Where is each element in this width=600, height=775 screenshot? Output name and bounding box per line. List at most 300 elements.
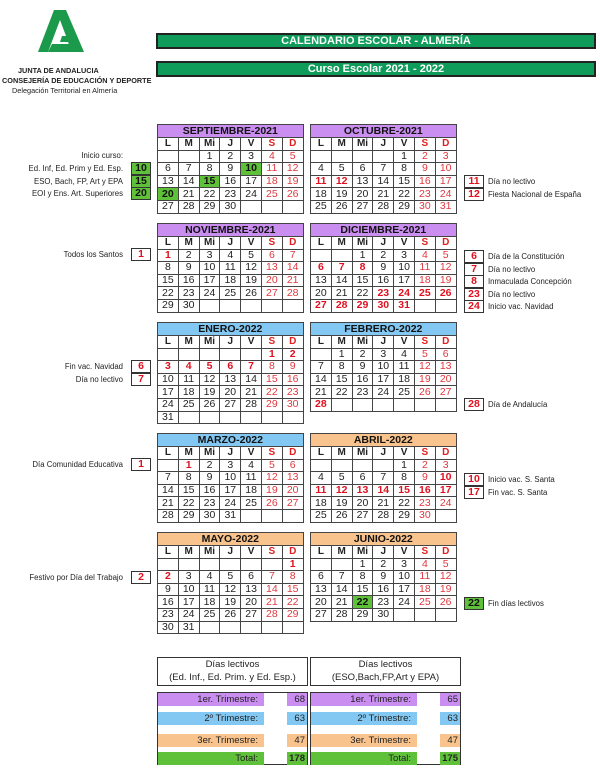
day-cell: 17 [178,596,199,609]
weekday-header: Mi [352,138,373,151]
day-cell: 12 [241,262,262,275]
day-cell: 4 [199,571,220,584]
day-cell: 16 [282,373,303,386]
note-label: Inicio vac. Navidad [488,302,554,312]
note-label: Ed. Inf, Ed. Prim y Ed. Esp. [28,164,123,173]
day-cell: 3 [241,150,262,163]
day-cell: 20 [241,596,262,609]
weekday-header: S [261,546,282,559]
day-cell: 15 [352,274,373,287]
weekday-header: M [178,237,199,250]
weekday-header: V [241,138,262,151]
term-label: 2º Trimestre: [311,712,417,725]
month-title: JUNIO-2022 [311,533,457,546]
empty-cell [261,299,282,312]
day-cell: 27 [282,497,303,510]
day-cell: 3 [220,459,241,472]
day-cell: 8 [158,262,179,275]
empty-cell [331,249,352,262]
day-cell: 7 [178,163,199,176]
day-cell: 14 [282,262,303,275]
empty-cell [435,509,456,522]
empty-cell [311,459,332,472]
day-cell: 29 [261,398,282,411]
day-cell: 26 [331,200,352,213]
org-delegation: Delegación Territorial en Almería [12,86,118,95]
day-cell: 23 [414,188,435,201]
weekday-header: S [414,336,435,349]
day-cell: 30 [414,200,435,213]
weekday-header: L [311,546,332,559]
day-cell: 16 [220,175,241,188]
day-cell: 24 [435,497,456,510]
day-cell: 5 [331,472,352,485]
day-cell: 15 [282,583,303,596]
day-cell: 14 [261,583,282,596]
day-cell: 6 [311,571,332,584]
page-title: CALENDARIO ESCOLAR - ALMERÍA [156,33,596,49]
day-cell: 8 [261,361,282,374]
empty-cell [331,398,352,411]
day-cell: 9 [414,472,435,485]
day-cell: 27 [311,608,332,621]
weekday-header: J [373,336,394,349]
day-cell: 17 [394,583,415,596]
day-cell: 28 [331,608,352,621]
day-cell: 30 [178,299,199,312]
org-name: JUNTA DE ANDALUCIA [18,66,99,75]
day-cell: 14 [331,583,352,596]
weekday-header: M [331,237,352,250]
day-cell: 25 [261,188,282,201]
day-cell: 1 [158,249,179,262]
day-cell: 21 [241,386,262,399]
day-cell: 18 [414,583,435,596]
day-cell: 7 [261,571,282,584]
empty-cell [282,299,303,312]
weekday-header: S [414,546,435,559]
day-cell: 26 [435,287,456,300]
empty-cell [352,398,373,411]
day-cell: 13 [311,274,332,287]
empty-cell [178,150,199,163]
day-cell: 12 [261,472,282,485]
day-cell: 18 [311,188,332,201]
day-cell: 18 [394,373,415,386]
weekday-header: J [220,336,241,349]
day-cell: 10 [158,373,179,386]
empty-cell [394,608,415,621]
day-cell: 2 [373,558,394,571]
total-label: Total: [158,752,264,765]
day-cell: 13 [435,361,456,374]
day-cell: 4 [311,472,332,485]
day-cell: 9 [178,262,199,275]
day-cell: 27 [220,398,241,411]
weekday-header: Mi [352,546,373,559]
day-cell: 7 [241,361,262,374]
day-cell: 20 [220,386,241,399]
month-title: DICIEMBRE-2021 [311,224,457,237]
weekday-header: D [282,237,303,250]
day-cell: 14 [331,274,352,287]
day-cell: 28 [373,200,394,213]
legend-day-box: 22 [464,597,484,610]
weekday-header: L [158,546,179,559]
weekday-header: S [261,237,282,250]
day-cell: 18 [311,497,332,510]
empty-cell [373,398,394,411]
day-cell: 8 [331,361,352,374]
day-cell: 7 [282,249,303,262]
weekday-header: D [282,447,303,460]
weekday-header: Mi [199,138,220,151]
empty-cell [331,558,352,571]
day-cell: 4 [414,249,435,262]
note-label: Fiesta Nacional de España [488,189,582,199]
legend-day-box: 20 [131,187,151,200]
month-title: MARZO-2022 [158,434,304,447]
day-cell: 29 [394,200,415,213]
day-cell: 5 [435,249,456,262]
day-cell: 13 [352,175,373,188]
weekday-header: J [220,546,241,559]
total-value: 178 [287,752,307,765]
day-cell: 26 [199,398,220,411]
legend-day-box: 7 [131,373,151,386]
day-cell: 4 [261,150,282,163]
weekday-header: M [331,138,352,151]
day-cell: 28 [158,509,179,522]
empty-cell [352,459,373,472]
total-value: 175 [440,752,460,765]
day-cell: 23 [220,188,241,201]
page-subtitle: Curso Escolar 2021 - 2022 [156,61,596,77]
weekday-header: M [331,336,352,349]
empty-cell [241,299,262,312]
day-cell: 15 [199,175,220,188]
month-title: ABRIL-2022 [311,434,457,447]
day-cell: 27 [435,386,456,399]
day-cell: 27 [352,200,373,213]
note-label: ESO, Bach, FP, Art y EPA [34,176,123,186]
day-cell: 29 [282,608,303,621]
day-cell: 22 [282,596,303,609]
weekday-header: J [220,237,241,250]
day-cell: 10 [199,262,220,275]
empty-cell [331,459,352,472]
day-cell: 15 [178,484,199,497]
note-label: Día no lectivo [488,177,536,186]
weekday-header: D [435,447,456,460]
day-cell: 1 [352,558,373,571]
summary-row-term3 [158,734,307,747]
day-cell: 8 [352,571,373,584]
day-cell: 21 [331,596,352,609]
day-cell: 21 [331,287,352,300]
day-cell: 4 [394,348,415,361]
day-cell: 8 [394,472,415,485]
day-cell: 28 [311,398,332,411]
empty-cell [178,348,199,361]
weekday-header: M [178,546,199,559]
day-cell: 28 [331,299,352,312]
day-cell: 5 [241,249,262,262]
empty-cell [178,558,199,571]
day-cell: 30 [282,398,303,411]
note-label: Día Comunidad Educativa [32,460,123,469]
day-cell: 10 [394,571,415,584]
note-label: Fin días lectivos [488,599,544,608]
weekday-header: L [158,447,179,460]
day-cell: 16 [158,596,179,609]
month-title: SEPTIEMBRE-2021 [158,125,304,138]
summary-row-total [158,752,307,765]
day-cell: 20 [158,188,179,201]
day-cell: 11 [261,163,282,176]
day-cell: 18 [178,386,199,399]
weekday-header: S [414,237,435,250]
weekday-header: D [435,138,456,151]
term-value: 47 [440,734,460,747]
weekday-header: M [178,447,199,460]
weekday-header: J [373,447,394,460]
weekday-header: V [241,546,262,559]
day-cell: 3 [199,249,220,262]
day-cell: 23 [158,608,179,621]
day-cell: 10 [435,163,456,176]
empty-cell [282,411,303,424]
term-value: 63 [440,712,460,725]
weekday-header: V [394,336,415,349]
empty-cell [311,348,332,361]
day-cell: 8 [394,163,415,176]
day-cell: 25 [199,608,220,621]
summary-header [157,657,308,686]
day-cell: 28 [373,509,394,522]
day-cell: 13 [220,373,241,386]
empty-cell [199,299,220,312]
day-cell: 24 [178,608,199,621]
empty-cell [282,200,303,213]
day-cell: 2 [178,249,199,262]
weekday-header: J [373,237,394,250]
weekday-header: D [282,138,303,151]
day-cell: 12 [414,361,435,374]
day-cell: 6 [158,163,179,176]
day-cell: 18 [414,274,435,287]
empty-cell [282,621,303,634]
day-cell: 27 [311,299,332,312]
day-cell: 16 [352,373,373,386]
weekday-header: V [394,138,415,151]
legend-day-box: 24 [464,300,484,313]
day-cell: 19 [261,484,282,497]
weekday-header: S [414,447,435,460]
empty-cell [241,348,262,361]
legend-day-box: 6 [464,250,484,263]
day-cell: 18 [199,596,220,609]
empty-cell [158,558,179,571]
day-cell: 25 [178,398,199,411]
day-cell: 14 [178,175,199,188]
day-cell: 20 [435,373,456,386]
day-cell: 19 [220,596,241,609]
month-calendar [157,124,304,214]
weekday-header: D [435,237,456,250]
day-cell: 21 [311,386,332,399]
day-cell: 3 [394,249,415,262]
summary-title: Días lectivos [358,659,413,670]
day-cell: 27 [241,608,262,621]
day-cell: 7 [158,472,179,485]
weekday-header: Mi [199,546,220,559]
day-cell: 9 [158,583,179,596]
empty-cell [199,621,220,634]
term-label: 1er. Trimestre: [158,693,264,706]
note-label: Fin vac. S. Santa [488,487,548,497]
summary-secondary [310,657,461,765]
day-cell: 11 [311,175,332,188]
empty-cell [241,200,262,213]
day-cell: 29 [352,608,373,621]
day-cell: 31 [435,200,456,213]
empty-cell [414,398,435,411]
day-cell: 3 [394,558,415,571]
day-cell: 19 [241,274,262,287]
day-cell: 20 [282,484,303,497]
day-cell: 10 [220,472,241,485]
day-cell: 26 [241,287,262,300]
note-label: Día no lectivo [488,264,536,274]
day-cell: 1 [331,348,352,361]
day-cell: 11 [220,262,241,275]
weekday-header: D [435,546,456,559]
day-cell: 10 [435,472,456,485]
legend-day-box: 10 [131,162,151,175]
day-cell: 4 [241,459,262,472]
weekday-header: J [220,447,241,460]
day-cell: 9 [414,163,435,176]
day-cell: 26 [414,386,435,399]
day-cell: 23 [373,596,394,609]
month-title: FEBRERO-2022 [311,323,457,336]
weekday-header: Mi [199,336,220,349]
day-cell: 25 [311,200,332,213]
summary-row-term3 [311,734,460,747]
empty-cell [331,150,352,163]
empty-cell [311,558,332,571]
day-cell: 12 [220,583,241,596]
total-label: Total: [311,752,417,765]
month-calendar [310,124,457,214]
day-cell: 7 [373,163,394,176]
day-cell: 2 [220,150,241,163]
summary-row-term1 [158,693,307,706]
day-cell: 20 [311,596,332,609]
empty-cell [158,459,179,472]
day-cell: 1 [282,558,303,571]
weekday-header: M [331,447,352,460]
empty-cell [241,411,262,424]
month-calendar [310,532,457,622]
day-cell: 2 [373,249,394,262]
empty-cell [220,348,241,361]
day-cell: 14 [158,484,179,497]
day-cell: 5 [414,348,435,361]
day-cell: 16 [414,175,435,188]
summary-subtitle: (ESO,Bach,FP,Art y EPA) [331,671,440,683]
day-cell: 22 [394,188,415,201]
weekday-header: Mi [352,447,373,460]
day-cell: 17 [435,484,456,497]
day-cell: 25 [220,287,241,300]
legend-day-box: 6 [131,360,151,373]
legend-day-box: 23 [464,288,484,301]
day-cell: 25 [414,596,435,609]
day-cell: 16 [373,274,394,287]
empty-cell [282,509,303,522]
summary-body [157,692,308,765]
day-cell: 7 [331,262,352,275]
day-cell: 9 [373,571,394,584]
day-cell: 22 [199,188,220,201]
day-cell: 29 [178,509,199,522]
day-cell: 21 [282,274,303,287]
empty-cell [414,608,435,621]
day-cell: 15 [331,373,352,386]
summary-primary [157,657,308,765]
weekday-header: M [178,138,199,151]
weekday-header: Mi [199,237,220,250]
day-cell: 22 [158,287,179,300]
day-cell: 1 [261,348,282,361]
day-cell: 11 [414,571,435,584]
day-cell: 29 [158,299,179,312]
day-cell: 2 [158,571,179,584]
term-label: 3er. Trimestre: [311,734,417,747]
empty-cell [311,150,332,163]
empty-cell [261,558,282,571]
month-calendar [157,433,304,523]
day-cell: 18 [241,484,262,497]
month-title: ENERO-2022 [158,323,304,336]
day-cell: 26 [331,509,352,522]
empty-cell [261,411,282,424]
day-cell: 13 [282,472,303,485]
note-label: Día no lectivo [488,289,536,299]
note-label: Todos los Santos [63,250,123,259]
legend-day-box: 1 [131,248,151,261]
empty-cell [261,621,282,634]
day-cell: 24 [435,188,456,201]
day-cell: 24 [394,287,415,300]
weekday-header: M [178,336,199,349]
weekday-header: L [311,237,332,250]
empty-cell [435,608,456,621]
weekday-header: V [394,237,415,250]
day-cell: 3 [373,348,394,361]
term-value: 65 [440,693,460,706]
day-cell: 2 [199,459,220,472]
empty-cell [435,299,456,312]
empty-cell [394,398,415,411]
weekday-header: J [373,138,394,151]
day-cell: 1 [394,150,415,163]
day-cell: 8 [352,262,373,275]
day-cell: 17 [220,484,241,497]
day-cell: 12 [435,571,456,584]
